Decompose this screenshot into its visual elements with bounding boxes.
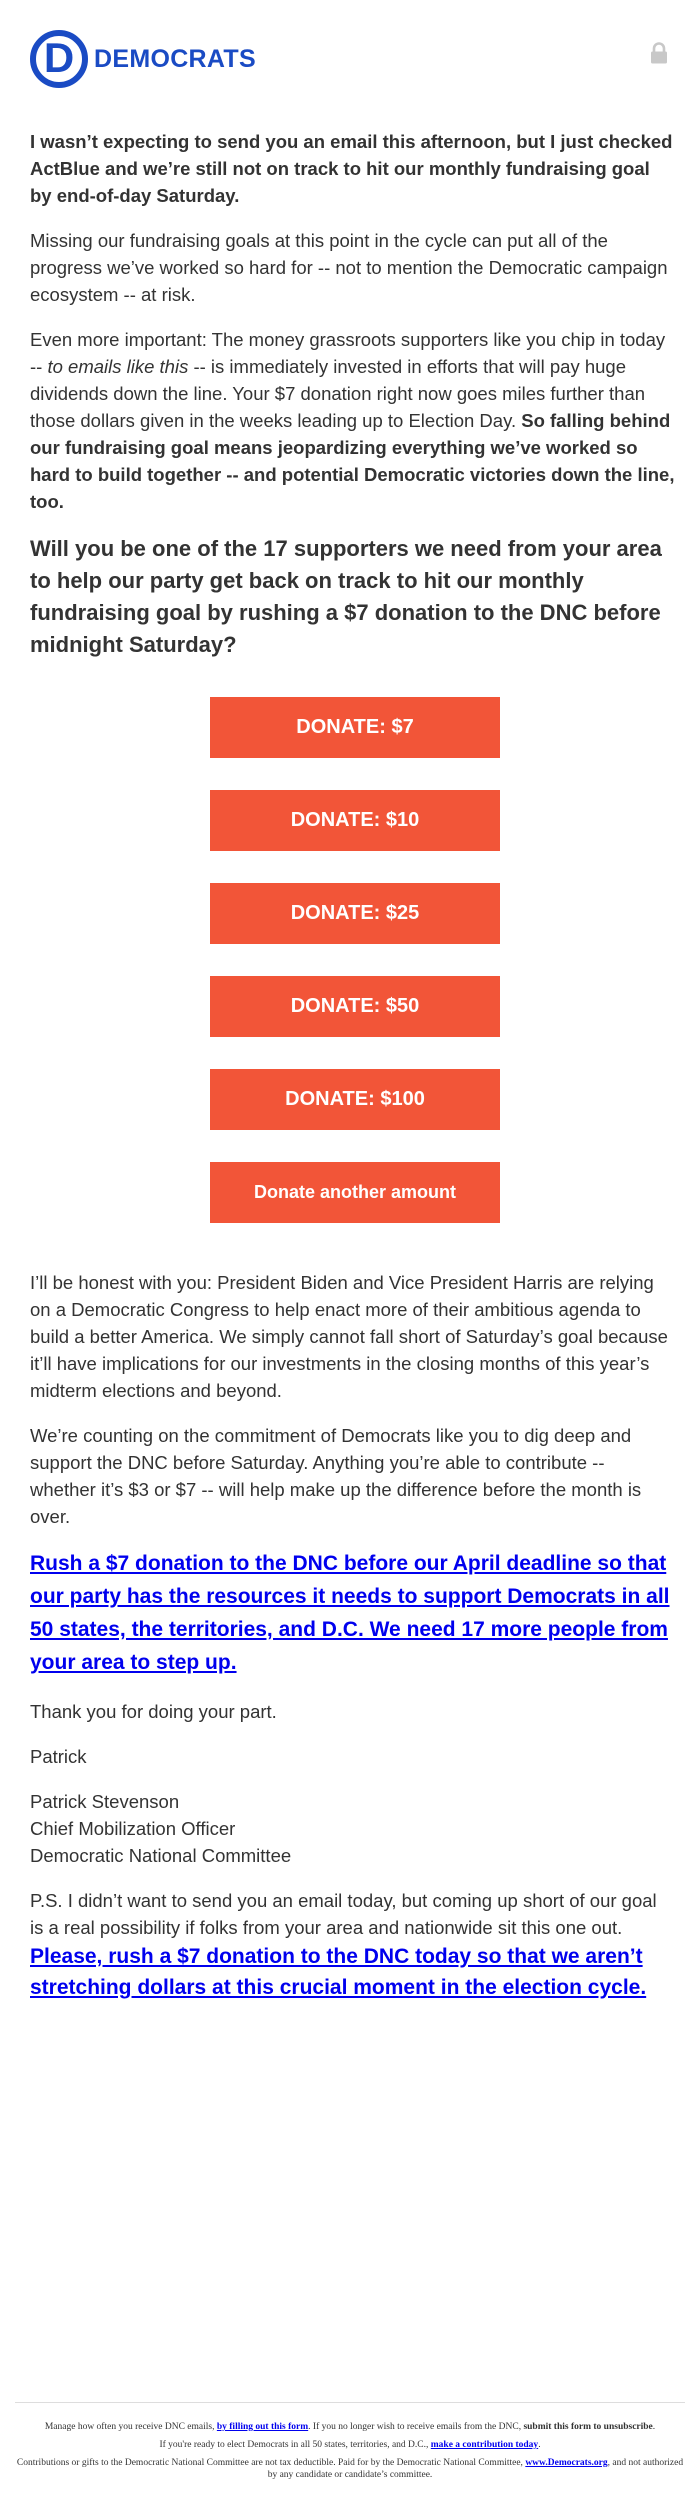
logo-text: DEMOCRATS [94, 44, 256, 73]
manage-emails-link[interactable]: by filling out this form [216, 2422, 309, 2432]
ps-text: P.S. I didn’t want to send you an email today, but coming up short of our goal is a real possibility if folks from your area and nationwide sit this one out. [30, 1890, 657, 1938]
donate-button-list [35, 697, 675, 1255]
footer-manage-line [15, 2421, 685, 2433]
signoff-line: Patrick [30, 1746, 87, 1767]
contribute-link[interactable]: make a contribution today [430, 2440, 539, 2450]
importance-text-b: -- is immediately invested in efforts that will pay huge dividends down the line. Your $7 donation right now goes miles further than those dollars given in the weeks leading up to Election Day. [30, 356, 646, 431]
thanks-line: Thank you for doing your part. [30, 1701, 277, 1722]
importance-bold: So falling behind our fundraising goal means jeopardizing everything we’ve worked so hard to build together -- and potential Democratic victories down the line, too. [30, 410, 675, 512]
footer-manage-text-b: . If you no longer wish to receive emails from the DNC, [308, 2422, 524, 2432]
footer-contribute-text-a: If you're ready to elect Democrats in all 50 states, territories, and D.C., [159, 2440, 431, 2450]
democrats-logo[interactable] [30, 30, 256, 88]
importance-text-a: Even more important: The money grassroots supporters like you chip in today -- [30, 329, 666, 377]
footer-contribute-line [15, 2439, 685, 2451]
email-header [30, 30, 670, 95]
democrats-org-link[interactable]: www.Democrats.org [525, 2458, 608, 2468]
footer-disclaimer-text-b: , and not authorized by any candidate or candidate’s committee. [267, 2458, 684, 2480]
closing-section [30, 1269, 675, 2003]
footer-manage-text-a: Manage how often you receive DNC emails, [44, 2422, 217, 2432]
deadline-donate-link[interactable]: Rush a $7 donation to the DNC before our April deadline so that our party has the resources it needs to support Democrats in all 50 states, the territories, and D.C. We need 17 more people from your area to step up. [30, 1552, 670, 1674]
donate-10-button[interactable]: DONATE: $10 [210, 790, 500, 851]
risk-paragraph: Missing our fundraising goals at this point in the cycle can put all of the progress we’ve worked so hard for -- not to mention the Democratic campaign ecosystem -- at risk. [30, 230, 668, 305]
signature-title: Chief Mobilization Officer [30, 1818, 236, 1839]
unsubscribe-text: submit this form to unsubscribe [523, 2422, 653, 2432]
footer-disclaimer-line [15, 2457, 685, 2481]
ps-paragraph [30, 1887, 675, 2003]
donation-ask-heading: Will you be one of the 17 supporters we need from your area to help our party get back on track to hit our monthly fundraising goal by rushing a $7 donation to the DNC before midnight Saturday? [30, 536, 662, 657]
importance-italic: to emails like this [47, 356, 189, 377]
lead-paragraph: I wasn’t expecting to send you an email this afternoon, but I just checked ActBlue and we’re still not on track to hit our monthly fundraising goal by end-of-day Saturday. [30, 131, 673, 206]
footer-manage-text-c: . [652, 2422, 656, 2432]
logo-circle [30, 30, 88, 88]
donate-7-button[interactable]: DONATE: $7 [210, 697, 500, 758]
signature-block [30, 1788, 675, 1869]
donate-other-amount-button[interactable]: Donate another amount [210, 1162, 500, 1223]
signature-org: Democratic National Committee [30, 1845, 292, 1866]
donate-50-button[interactable]: DONATE: $50 [210, 976, 500, 1037]
logo-letter: D [43, 34, 75, 81]
signature-name: Patrick Stevenson [30, 1791, 180, 1812]
email-body [30, 128, 675, 2021]
lock-icon [650, 42, 668, 64]
honest-paragraph: I’ll be honest with you: President Biden and Vice President Harris are relying on a Democratic Congress to help enact more of their ambitious agenda to build a better America. We simply cannot fall short of Saturday’s goal because it’ll have implications for our investments in the closing months of this year’s midterm elections and beyond. [30, 1272, 668, 1401]
donate-100-button[interactable]: DONATE: $100 [210, 1069, 500, 1130]
importance-paragraph [30, 326, 675, 515]
counting-paragraph: We’re counting on the commitment of Democrats like you to dig deep and support the DNC before Saturday. Anything you’re able to contribute -- whether it’s $3 or $7 -- will help make up the difference before the month is over. [30, 1425, 642, 1527]
donate-25-button[interactable]: DONATE: $25 [210, 883, 500, 944]
ps-donate-link[interactable]: Please, rush a $7 donation to the DNC today so that we aren’t stretching dollars at this crucial moment in the election cycle. [30, 1945, 647, 1999]
footer-disclaimer-text-a: Contributions or gifts to the Democratic National Committee are not tax deductible. Paid for by the Democratic National Committee, [16, 2458, 526, 2468]
deadline-link-paragraph [30, 1548, 675, 1680]
email-footer [15, 2402, 685, 2487]
footer-contribute-text-b: . [538, 2440, 541, 2450]
